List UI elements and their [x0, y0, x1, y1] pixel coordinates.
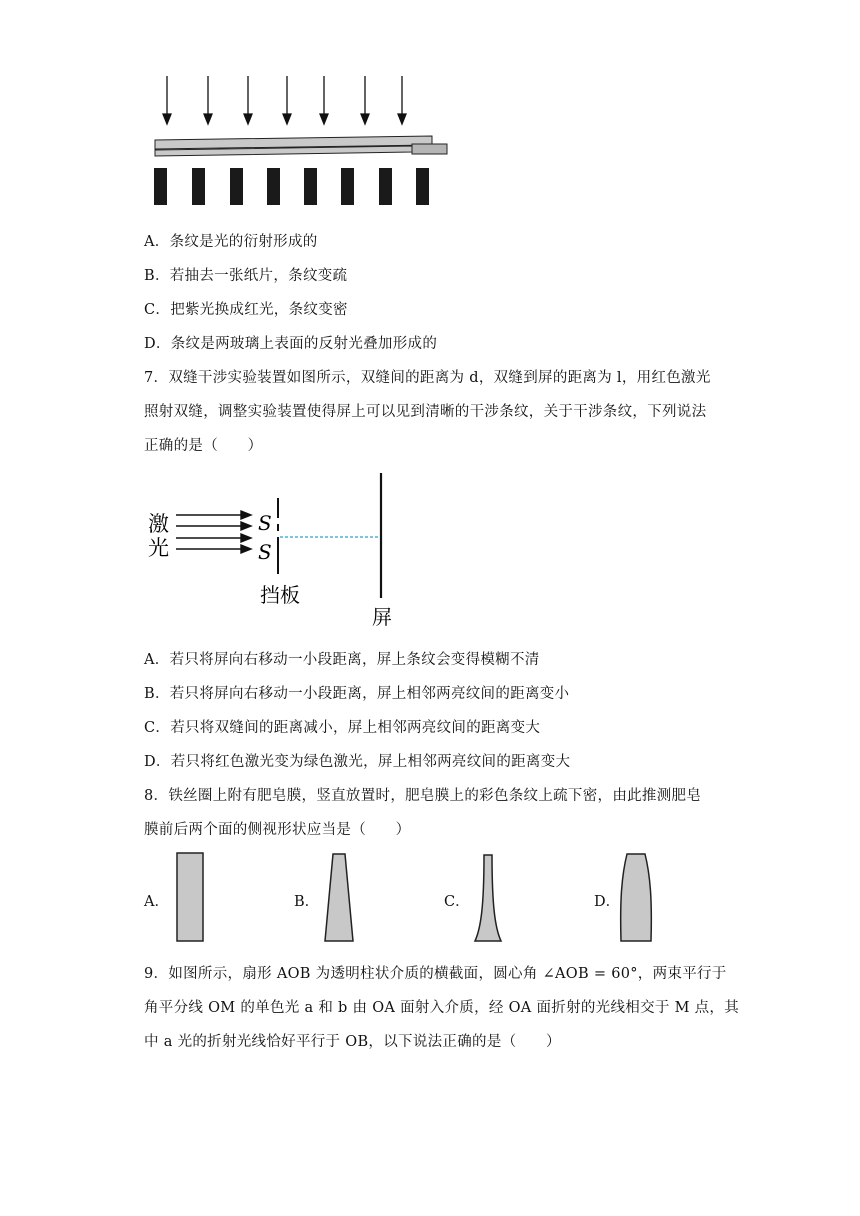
laser-label-1: 激 [148, 512, 169, 536]
q7-option-d: D．若只将红色激光变为绿色激光，屏上相邻两亮纹间的距离变大 [144, 754, 571, 770]
laser-arrows [176, 511, 251, 553]
barrier-label: 挡板 [260, 583, 300, 607]
q8-label-c: C． [444, 894, 470, 910]
glass-plates [155, 136, 447, 156]
screen-label: 屏 [372, 605, 392, 629]
q7-option-a: A．若只将屏向右移动一小段距离，屏上条纹会变得模糊不清 [144, 652, 540, 668]
q8-label-d: D． [594, 894, 621, 910]
q6-option-b: B．若抽去一张纸片，条纹变疏 [144, 268, 348, 284]
soap-film-shape-c [469, 850, 509, 946]
incident-light-arrows [163, 76, 406, 124]
slit-label-2: S [258, 540, 272, 564]
interference-fringes [154, 168, 429, 205]
q8-label-a: A． [144, 894, 169, 910]
laser-label-2: 光 [148, 536, 169, 560]
q6-option-a: A．条纹是光的衍射形成的 [144, 234, 318, 250]
q6-option-d: D．条纹是两玻璃上表面的反射光叠加形成的 [144, 336, 438, 352]
soap-film-shape-b [320, 850, 360, 946]
q7-stem-line-2: 照射双缝，调整实验装置使得屏上可以见到清晰的干涉条纹，关于干涉条纹，下列说法 [144, 404, 707, 420]
q7-stem-line-1: 7．双缝干涉实验装置如图所示，双缝间的距离为 d，双缝到屏的距离为 l，用红色激光 [144, 370, 711, 386]
double-slit-figure [140, 470, 400, 630]
q8-stem-line-1: 8．铁丝圈上附有肥皂膜，竖直放置时，肥皂膜上的彩色条纹上疏下密，由此推测肥皂 [144, 788, 702, 804]
q7-option-c: C．若只将双缝间的距离减小，屏上相邻两亮纹间的距离变大 [144, 720, 541, 736]
q6-option-c: C．把紫光换成红光，条纹变密 [144, 302, 348, 318]
q7-option-b: B．若只将屏向右移动一小段距离，屏上相邻两亮纹间的距离变小 [144, 686, 570, 702]
q9-stem-line-3: 中 a 光的折射光线恰好平行于 OB，以下说法正确的是（ ） [144, 1034, 561, 1050]
q9-stem-line-1: 9．如图所示，扇形 AOB 为透明柱状介质的横截面，圆心角 ∠AOB = 60°，两束平行于 [144, 966, 727, 982]
soap-film-shape-a [170, 850, 210, 946]
soap-film-shape-d [617, 850, 657, 946]
q8-stem-line-2: 膜前后两个面的侧视形状应当是（ ） [144, 822, 411, 838]
q7-stem-line-3: 正确的是（ ） [144, 438, 263, 454]
q8-label-b: B． [294, 894, 320, 910]
slit-label-1: S [258, 511, 272, 535]
thin-film-wedge-figure [150, 72, 455, 208]
q9-stem-line-2: 角平分线 OM 的单色光 a 和 b 由 OA 面射入介质，经 OA 面折射的光线相交于 M 点，其 [144, 1000, 740, 1016]
